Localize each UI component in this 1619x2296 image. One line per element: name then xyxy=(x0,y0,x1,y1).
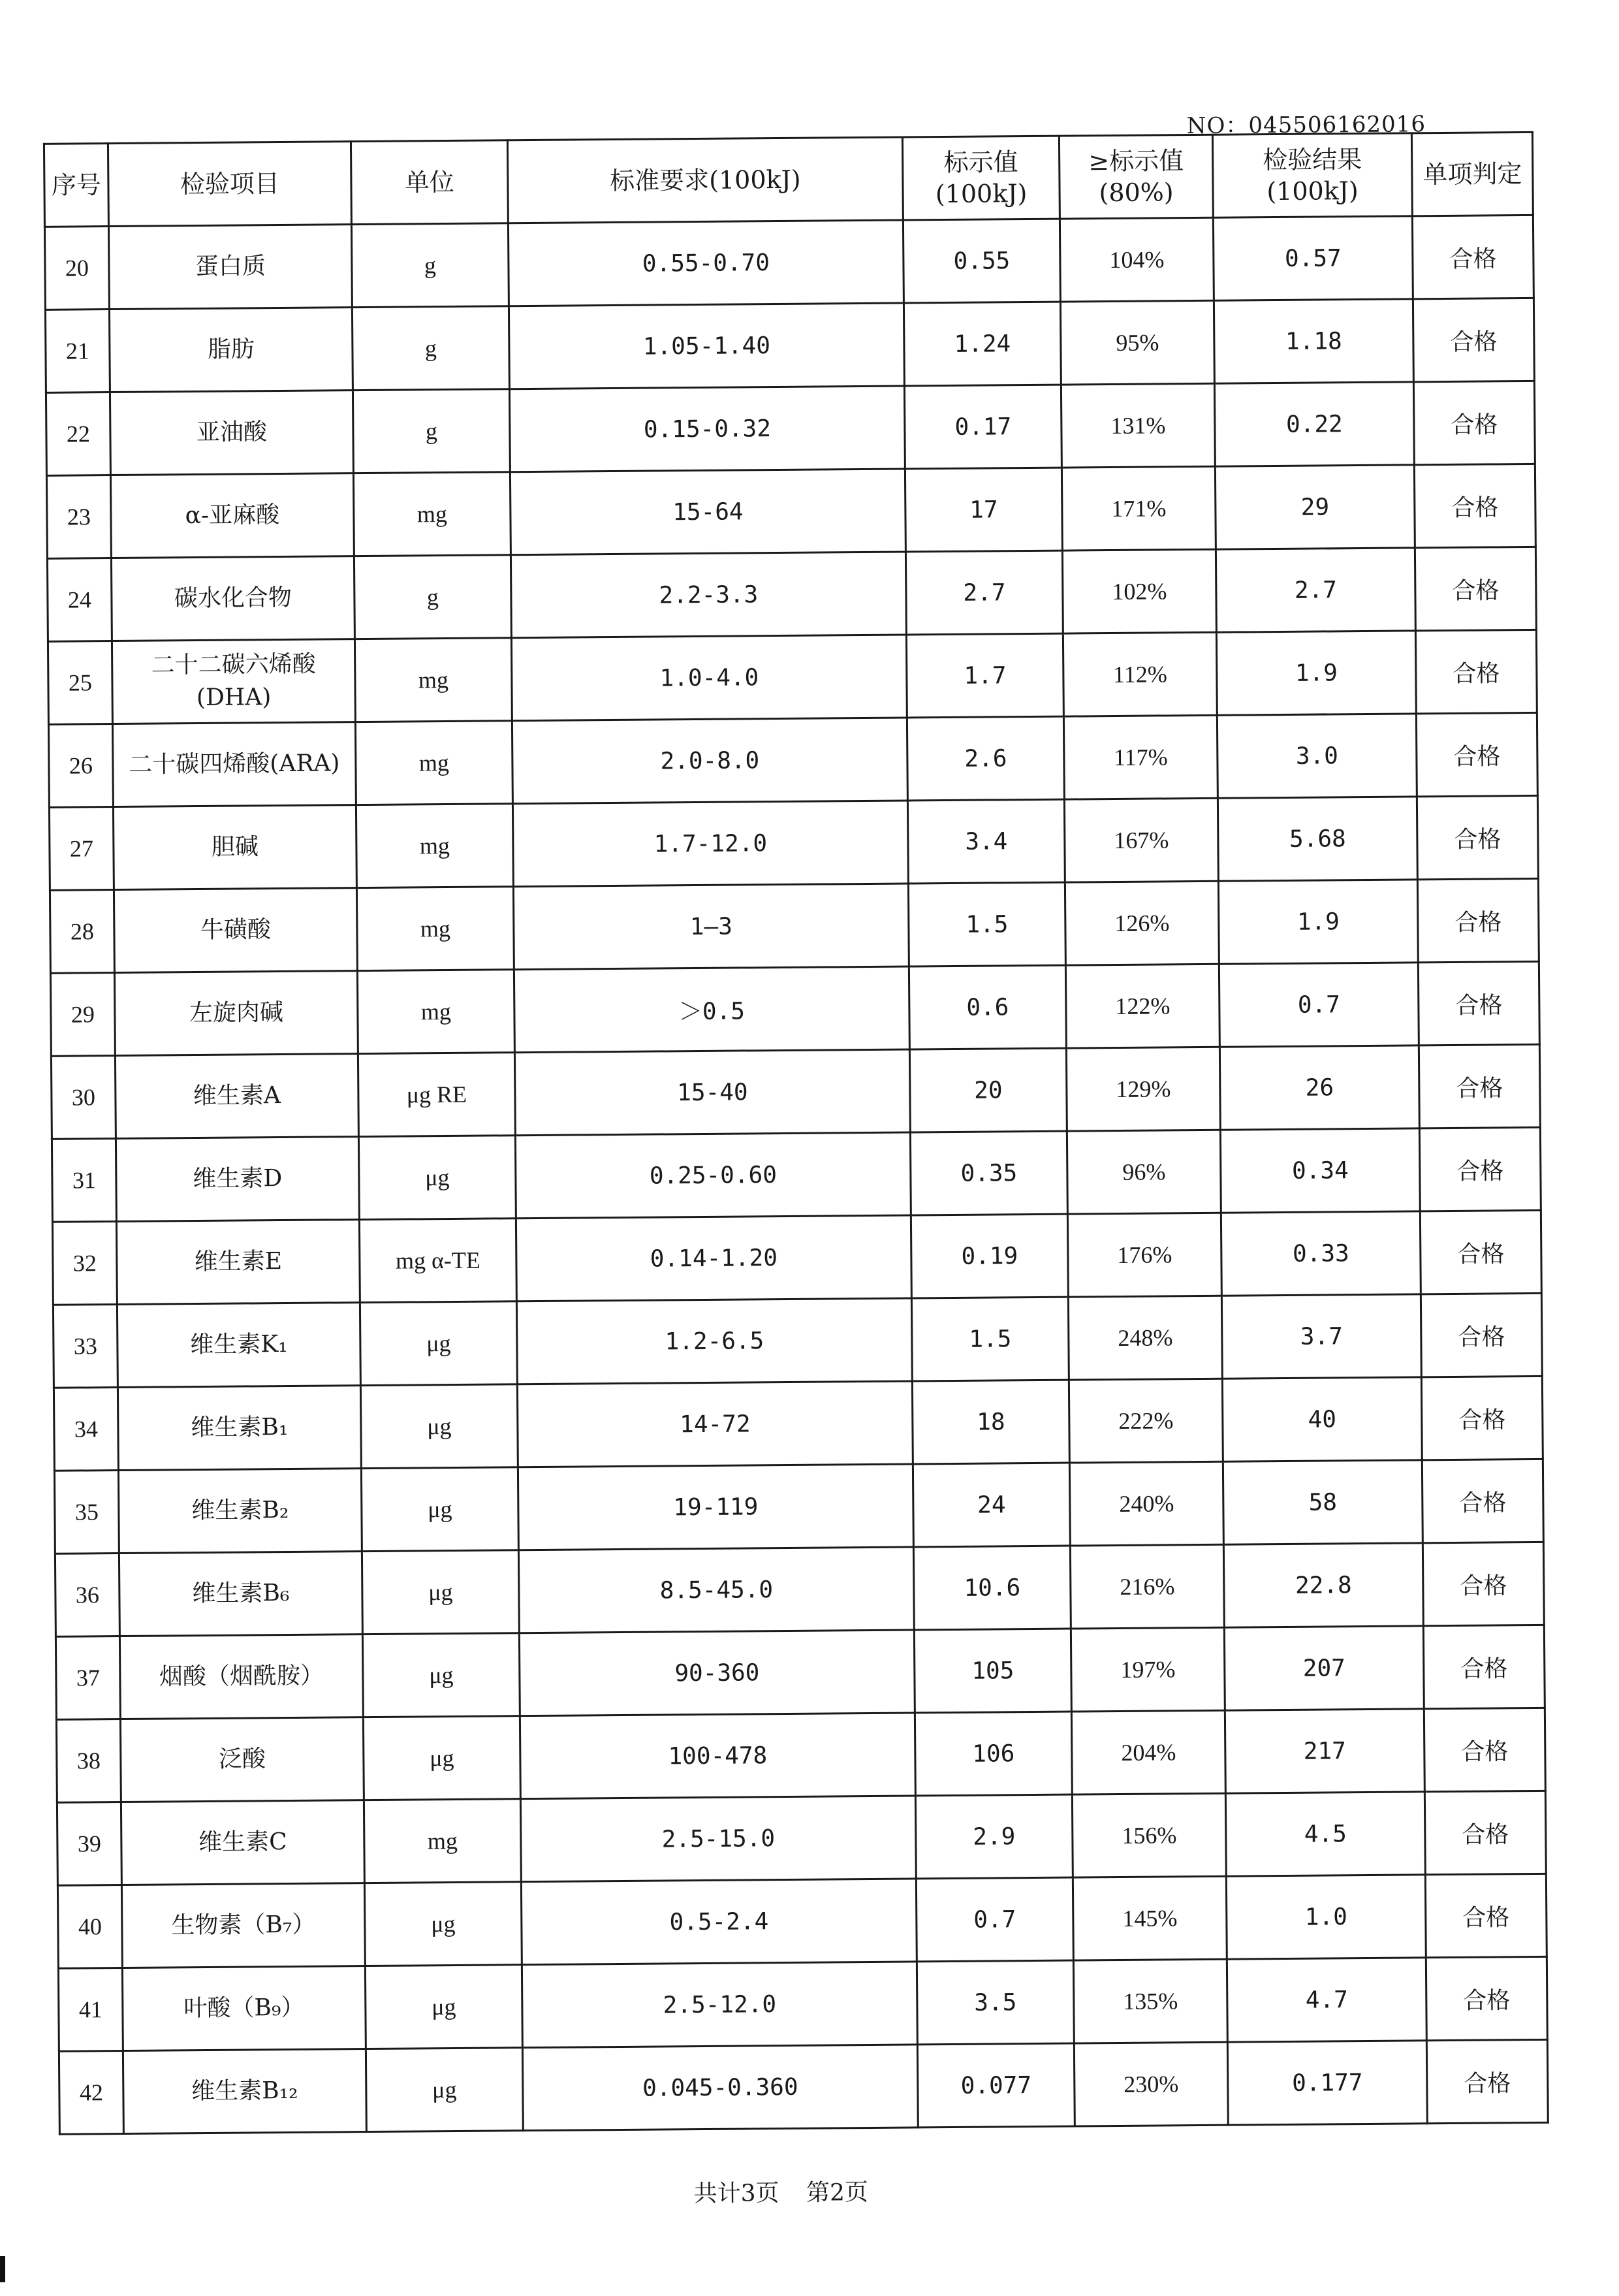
header-unit: 单位 xyxy=(351,140,508,225)
header-ratio: ≥标示值 (80%) xyxy=(1059,135,1213,219)
cell-seq: 27 xyxy=(49,807,114,891)
cell-labeled: 3.4 xyxy=(907,799,1065,884)
cell-result: 0.34 xyxy=(1220,1128,1420,1213)
cell-seq: 31 xyxy=(52,1139,116,1222)
cell-seq: 37 xyxy=(55,1636,120,1720)
cell-item: α-亚麻酸 xyxy=(110,473,354,558)
cell-standard: 8.5-45.0 xyxy=(518,1547,914,1633)
cell-verdict: 合格 xyxy=(1421,1376,1543,1459)
cell-standard: 1.2-6.5 xyxy=(516,1298,912,1384)
cell-seq: 33 xyxy=(53,1305,118,1388)
cell-unit: μg xyxy=(358,1136,516,1220)
cell-standard: 2.2-3.3 xyxy=(511,552,906,638)
cell-standard: 0.25-0.60 xyxy=(515,1132,911,1219)
cell-standard: 2.5-15.0 xyxy=(520,1796,916,1882)
cell-labeled: 0.35 xyxy=(910,1131,1067,1215)
header-seq: 序号 xyxy=(44,144,108,227)
table-row xyxy=(50,878,1539,973)
cell-seq: 20 xyxy=(44,227,109,310)
cell-ratio: 129% xyxy=(1066,1047,1220,1131)
table-row xyxy=(53,1293,1542,1388)
cell-labeled: 0.55 xyxy=(903,219,1060,303)
table-row xyxy=(54,1376,1543,1471)
cell-standard: 100-478 xyxy=(520,1713,915,1799)
cell-standard: 0.55-0.70 xyxy=(508,220,904,306)
cell-standard: 15-40 xyxy=(514,1049,910,1136)
cell-seq: 39 xyxy=(57,1802,121,1885)
cell-labeled: 3.5 xyxy=(917,1960,1074,2045)
cell-unit: μg xyxy=(365,1965,522,2049)
cell-verdict: 合格 xyxy=(1421,1293,1542,1377)
cell-result: 4.7 xyxy=(1227,1958,1426,2042)
table-row xyxy=(51,1044,1540,1139)
cell-standard: 2.5-12.0 xyxy=(522,1962,917,2048)
cell-result: 1.18 xyxy=(1214,299,1413,383)
cell-labeled: 2.7 xyxy=(905,550,1063,635)
cell-ratio: 216% xyxy=(1070,1544,1224,1629)
cell-standard: 90-360 xyxy=(519,1630,915,1716)
cell-item: 维生素B₁₂ xyxy=(123,2049,366,2134)
cell-item: 维生素B₂ xyxy=(118,1469,362,1554)
cell-seq: 22 xyxy=(46,392,110,476)
cell-labeled: 24 xyxy=(913,1463,1070,1547)
cell-verdict: 合格 xyxy=(1418,961,1539,1045)
cell-labeled: 18 xyxy=(912,1380,1069,1464)
cell-item: 维生素E xyxy=(116,1220,360,1305)
cell-verdict: 合格 xyxy=(1419,1044,1540,1128)
cell-result: 26 xyxy=(1219,1045,1419,1130)
cell-verdict: 合格 xyxy=(1415,547,1536,630)
cell-item: 维生素C xyxy=(121,1800,364,1885)
cell-labeled: 106 xyxy=(915,1712,1072,1796)
cell-standard: 0.14-1.20 xyxy=(516,1215,911,1301)
table-row xyxy=(55,1542,1544,1636)
cell-verdict: 合格 xyxy=(1417,795,1538,879)
cell-unit: μg xyxy=(360,1301,517,1386)
cell-labeled: 1.24 xyxy=(904,302,1061,386)
table-header-row xyxy=(44,132,1533,227)
cell-result: 2.7 xyxy=(1216,548,1415,632)
cell-item: 二十碳四烯酸(ARA) xyxy=(112,722,356,807)
cell-unit: μg xyxy=(363,1716,520,1800)
cell-item: 维生素D xyxy=(116,1137,359,1222)
table-row xyxy=(45,298,1534,392)
cell-item: 维生素A xyxy=(115,1054,358,1139)
cell-item: 维生素B₁ xyxy=(118,1386,361,1471)
cell-ratio: 145% xyxy=(1073,1876,1227,1960)
cell-result: 4.5 xyxy=(1225,1792,1425,1876)
cell-verdict: 合格 xyxy=(1413,298,1534,381)
table-row xyxy=(56,1708,1545,1802)
table-row xyxy=(46,464,1535,558)
cell-ratio: 117% xyxy=(1063,715,1218,799)
cell-ratio: 135% xyxy=(1073,1959,1227,2043)
cell-labeled: 0.19 xyxy=(911,1214,1068,1298)
cell-verdict: 合格 xyxy=(1415,630,1537,713)
cell-standard: 1.05-1.40 xyxy=(509,303,904,389)
page-footer: 共计3页 第2页 xyxy=(693,2179,869,2208)
cell-verdict: 合格 xyxy=(1419,1127,1541,1211)
cell-verdict: 合格 xyxy=(1420,1210,1541,1294)
cell-ratio: 230% xyxy=(1074,2042,1228,2126)
cell-result: 1.9 xyxy=(1216,631,1416,715)
cell-result: 58 xyxy=(1223,1460,1423,1544)
cell-result: 0.7 xyxy=(1219,963,1419,1047)
cell-verdict: 合格 xyxy=(1426,1956,1547,2040)
cell-labeled: 0.077 xyxy=(917,2043,1075,2128)
cell-result: 217 xyxy=(1225,1709,1424,1793)
table-row xyxy=(49,795,1538,890)
table-body xyxy=(44,215,1548,2134)
cell-unit: μg xyxy=(362,1633,520,1717)
cell-result: 3.0 xyxy=(1217,714,1417,798)
cell-unit: μg xyxy=(366,2048,523,2132)
table-row xyxy=(50,961,1539,1056)
cell-unit: mg xyxy=(355,721,512,805)
header-item: 检验项目 xyxy=(108,142,351,227)
table-row xyxy=(52,1210,1541,1305)
cell-seq: 34 xyxy=(54,1388,118,1471)
cell-ratio: 222% xyxy=(1069,1379,1223,1463)
cell-seq: 30 xyxy=(51,1056,116,1140)
cell-seq: 23 xyxy=(46,475,111,559)
table-row xyxy=(59,2039,1548,2134)
cell-ratio: 204% xyxy=(1071,1710,1225,1794)
cell-unit: μg xyxy=(360,1384,518,1469)
cell-seq: 40 xyxy=(57,1885,122,1968)
cell-labeled: 20 xyxy=(909,1048,1067,1132)
table-row xyxy=(58,1956,1547,2051)
cell-item: 碳水化合物 xyxy=(111,556,354,641)
cell-result: 1.0 xyxy=(1226,1875,1426,1959)
cell-verdict: 合格 xyxy=(1424,1791,1546,1874)
cell-seq: 42 xyxy=(59,2050,123,2134)
cell-result: 22.8 xyxy=(1223,1543,1423,1627)
cell-verdict: 合格 xyxy=(1417,878,1539,962)
cell-standard: 14-72 xyxy=(517,1381,913,1467)
cell-standard: 1—3 xyxy=(513,884,909,970)
cell-labeled: 2.6 xyxy=(907,716,1064,801)
cell-seq: 24 xyxy=(47,558,112,642)
cell-item: 左旋肉碱 xyxy=(114,971,358,1056)
cell-standard: 19-119 xyxy=(518,1464,913,1550)
cell-ratio: 95% xyxy=(1060,300,1214,385)
table-row xyxy=(52,1127,1541,1222)
cell-unit: mg xyxy=(353,472,511,556)
cell-verdict: 合格 xyxy=(1423,1542,1544,1625)
cell-verdict: 合格 xyxy=(1425,1873,1547,1957)
cell-item: 脂肪 xyxy=(109,308,353,392)
cell-labeled: 10.6 xyxy=(913,1546,1071,1630)
cell-labeled: 17 xyxy=(905,468,1062,552)
cell-verdict: 合格 xyxy=(1424,1708,1545,1791)
cell-result: 40 xyxy=(1222,1377,1422,1461)
cell-seq: 41 xyxy=(58,1968,123,2051)
cell-result: 207 xyxy=(1224,1626,1424,1710)
cell-verdict: 合格 xyxy=(1413,381,1535,464)
cell-item: 亚油酸 xyxy=(110,391,353,475)
cell-standard: 1.0-4.0 xyxy=(511,635,907,721)
cell-labeled: 1.5 xyxy=(911,1297,1069,1381)
cell-result: 1.9 xyxy=(1218,880,1418,964)
cell-verdict: 合格 xyxy=(1416,712,1537,796)
cell-standard: ＞0.5 xyxy=(514,966,909,1053)
cell-item: 维生素B₆ xyxy=(119,1552,362,1636)
cell-standard: 1.7-12.0 xyxy=(512,801,908,887)
cell-item: 牛磺酸 xyxy=(114,888,357,973)
table-row xyxy=(48,712,1537,807)
header-standard: 标准要求(100kJ) xyxy=(507,137,903,223)
cell-labeled: 0.7 xyxy=(916,1877,1073,1962)
cell-unit: g xyxy=(353,389,510,473)
cell-seq: 38 xyxy=(56,1719,121,1803)
cell-verdict: 合格 xyxy=(1423,1625,1545,1708)
cell-labeled: 1.7 xyxy=(906,633,1063,718)
table-row xyxy=(57,1791,1546,1885)
cell-ratio: 104% xyxy=(1060,217,1214,302)
cell-result: 29 xyxy=(1215,465,1415,549)
cell-standard: 2.0-8.0 xyxy=(512,718,907,804)
header-labeled: 标示值 (100kJ) xyxy=(902,136,1060,220)
cell-ratio: 197% xyxy=(1071,1627,1225,1712)
table-row xyxy=(47,547,1536,641)
cell-unit: μg xyxy=(361,1467,518,1552)
cell-labeled: 1.5 xyxy=(908,882,1065,966)
cell-ratio: 126% xyxy=(1065,881,1219,965)
cell-seq: 21 xyxy=(45,310,110,393)
cell-verdict: 合格 xyxy=(1414,464,1535,547)
cell-unit: g xyxy=(351,223,509,308)
cell-ratio: 96% xyxy=(1067,1130,1221,1214)
inspection-results-table xyxy=(43,131,1549,2135)
cell-ratio: 156% xyxy=(1072,1793,1226,1877)
header-result: 检验结果 (100kJ) xyxy=(1212,133,1412,217)
header-verdict: 单项判定 xyxy=(1411,132,1533,215)
cell-seq: 28 xyxy=(50,890,114,974)
report-number: NO：045506162016 xyxy=(1186,111,1426,140)
cell-unit: mg α-TE xyxy=(359,1219,516,1303)
table-row xyxy=(44,215,1533,310)
cell-standard: 0.045-0.360 xyxy=(522,2045,918,2131)
cell-unit: mg xyxy=(357,970,514,1054)
cell-seq: 35 xyxy=(54,1471,119,1554)
cell-result: 0.177 xyxy=(1227,2041,1427,2125)
cell-verdict: 合格 xyxy=(1422,1459,1543,1542)
cell-item: 蛋白质 xyxy=(108,225,352,310)
cell-ratio: 112% xyxy=(1063,632,1217,716)
cell-item: 叶酸（B₉） xyxy=(122,1966,366,2051)
cell-labeled: 2.9 xyxy=(915,1794,1073,1879)
cell-unit: mg xyxy=(354,638,512,722)
cell-seq: 26 xyxy=(48,724,113,808)
cell-standard: 0.5-2.4 xyxy=(521,1879,917,1965)
cell-standard: 15-64 xyxy=(510,469,905,555)
cell-result: 3.7 xyxy=(1221,1294,1421,1379)
cell-verdict: 合格 xyxy=(1412,215,1533,298)
cell-unit: μg xyxy=(362,1550,519,1634)
cell-unit: mg xyxy=(356,887,514,971)
cell-result: 0.57 xyxy=(1213,216,1413,300)
scan-edge-mark xyxy=(0,2256,5,2282)
cell-seq: 29 xyxy=(50,973,115,1057)
cell-result: 0.22 xyxy=(1214,382,1414,466)
cell-item: 烟酸（烟酰胺） xyxy=(119,1634,363,1719)
cell-item: 生物素（B₇） xyxy=(121,1883,365,1968)
cell-ratio: 240% xyxy=(1069,1461,1223,1546)
cell-labeled: 0.17 xyxy=(904,385,1061,469)
cell-unit: mg xyxy=(364,1799,521,1883)
cell-item: 维生素K₁ xyxy=(117,1303,360,1388)
cell-unit: g xyxy=(352,306,509,391)
cell-result: 5.68 xyxy=(1218,797,1417,881)
cell-ratio: 248% xyxy=(1068,1296,1222,1380)
cell-result: 0.33 xyxy=(1221,1211,1421,1296)
cell-unit: μg RE xyxy=(358,1053,515,1137)
cell-seq: 36 xyxy=(55,1554,119,1637)
table-row xyxy=(54,1459,1543,1554)
cell-ratio: 122% xyxy=(1065,964,1219,1048)
cell-verdict: 合格 xyxy=(1426,2039,1548,2123)
cell-item: 胆碱 xyxy=(113,805,356,890)
cell-unit: mg xyxy=(356,804,513,888)
cell-ratio: 131% xyxy=(1061,383,1215,468)
cell-ratio: 167% xyxy=(1064,798,1218,882)
cell-labeled: 105 xyxy=(914,1629,1071,1713)
cell-item: 泛酸 xyxy=(120,1717,364,1802)
cell-ratio: 176% xyxy=(1067,1213,1221,1297)
cell-unit: g xyxy=(354,555,511,639)
cell-labeled: 0.6 xyxy=(909,965,1066,1049)
table-row xyxy=(55,1625,1545,1719)
cell-seq: 32 xyxy=(52,1222,117,1305)
table-row xyxy=(48,630,1537,724)
cell-seq: 25 xyxy=(48,641,112,725)
cell-standard: 0.15-0.32 xyxy=(509,386,905,472)
cell-item: 二十二碳六烯酸 (DHA) xyxy=(112,639,355,724)
cell-ratio: 171% xyxy=(1061,466,1216,550)
table-row xyxy=(46,381,1535,475)
cell-ratio: 102% xyxy=(1062,549,1216,633)
table-row xyxy=(57,1873,1547,1968)
cell-unit: μg xyxy=(364,1882,522,1966)
